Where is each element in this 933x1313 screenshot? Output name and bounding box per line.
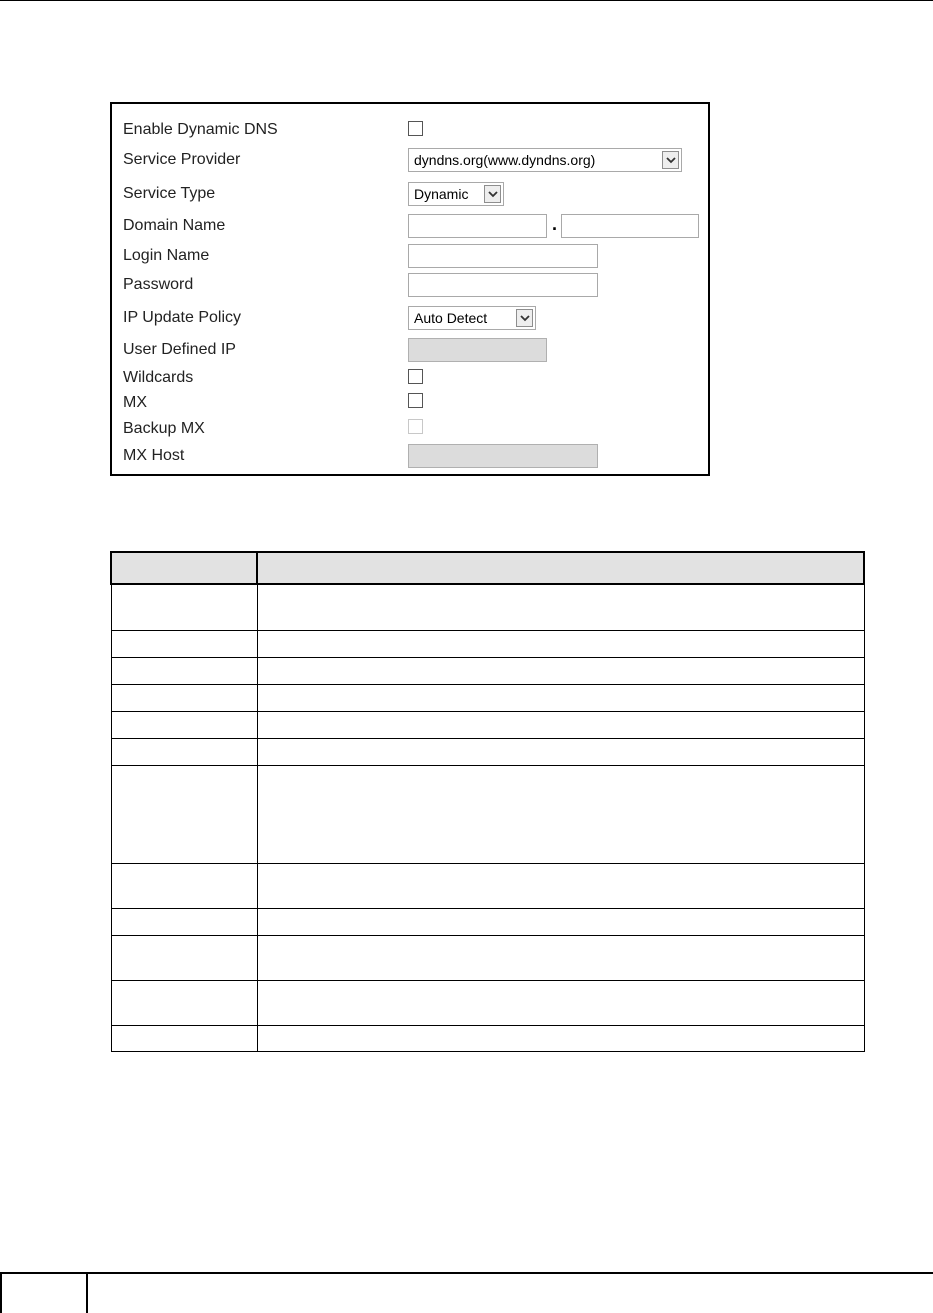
- domain-name-domain-input[interactable]: [561, 214, 699, 238]
- table-row: [111, 657, 864, 684]
- table-row: [111, 980, 864, 1025]
- table-row: [111, 765, 864, 863]
- mx-host-label: MX Host: [123, 447, 185, 464]
- table-cell: [111, 908, 257, 935]
- mx-checkbox[interactable]: [408, 393, 423, 408]
- domain-name-separator: .: [552, 214, 558, 234]
- table-cell: [257, 584, 864, 630]
- chevron-down-icon[interactable]: [516, 309, 533, 327]
- wildcards-checkbox[interactable]: [408, 369, 423, 384]
- table-row: [111, 863, 864, 908]
- table-cell: [111, 765, 257, 863]
- ip-update-policy-value: Auto Detect: [414, 310, 488, 326]
- mx-host-input[interactable]: [408, 444, 598, 468]
- table-header-cell: [111, 552, 257, 584]
- backup-mx-label: Backup MX: [123, 420, 205, 437]
- ip-update-policy-select[interactable]: [408, 306, 536, 330]
- table-cell: [257, 657, 864, 684]
- top-rule: [0, 0, 933, 1]
- service-provider-value: dyndns.org(www.dyndns.org): [414, 152, 596, 168]
- table-cell: [111, 1025, 257, 1051]
- password-label: Password: [123, 276, 194, 293]
- table-row: [111, 630, 864, 657]
- table-row: [111, 584, 864, 630]
- service-type-label: Service Type: [123, 185, 216, 202]
- table-cell: [257, 630, 864, 657]
- table-cell: [111, 935, 257, 980]
- wildcards-label: Wildcards: [123, 369, 194, 386]
- table-cell: [111, 657, 257, 684]
- field-description-table: [110, 551, 865, 1052]
- service-type-value: Dynamic: [414, 186, 469, 202]
- service-provider-select[interactable]: [408, 148, 682, 172]
- chevron-down-icon[interactable]: [662, 151, 679, 169]
- table-cell: [111, 711, 257, 738]
- user-defined-ip-input[interactable]: [408, 338, 547, 362]
- mx-label: MX: [123, 394, 147, 411]
- domain-name-host-input[interactable]: [408, 214, 547, 238]
- password-input[interactable]: [408, 273, 598, 297]
- enable-dynamic-dns-label: Enable Dynamic DNS: [123, 121, 278, 138]
- table-cell: [111, 980, 257, 1025]
- login-name-label: Login Name: [123, 247, 210, 264]
- dynamic-dns-panel: [110, 102, 710, 476]
- table-row: [111, 908, 864, 935]
- table-cell: [111, 584, 257, 630]
- chevron-down-icon[interactable]: [484, 185, 501, 203]
- table-row: [111, 711, 864, 738]
- table-cell: [257, 1025, 864, 1051]
- table-cell: [257, 935, 864, 980]
- domain-name-label: Domain Name: [123, 217, 226, 234]
- backup-mx-checkbox[interactable]: [408, 419, 423, 434]
- login-name-input[interactable]: [408, 244, 598, 268]
- table-cell: [111, 630, 257, 657]
- table-row: [111, 935, 864, 980]
- table-cell: [257, 863, 864, 908]
- table-cell: [257, 980, 864, 1025]
- table-cell: [111, 684, 257, 711]
- page-number-box: [0, 1272, 88, 1313]
- table-row: [111, 1025, 864, 1051]
- service-provider-label: Service Provider: [123, 151, 241, 168]
- table-row: [111, 738, 864, 765]
- table-row: [111, 684, 864, 711]
- enable-dynamic-dns-checkbox[interactable]: [408, 121, 423, 136]
- table-cell: [257, 908, 864, 935]
- table-header-row: [111, 552, 864, 584]
- ip-update-policy-label: IP Update Policy: [123, 309, 241, 326]
- service-type-select[interactable]: [408, 182, 504, 206]
- table-cell: [257, 765, 864, 863]
- table-header-cell: [257, 552, 864, 584]
- footer-rule: [88, 1272, 933, 1274]
- table-cell: [257, 738, 864, 765]
- table-cell: [257, 711, 864, 738]
- table-cell: [111, 738, 257, 765]
- table-cell: [257, 684, 864, 711]
- table-cell: [111, 863, 257, 908]
- user-defined-ip-label: User Defined IP: [123, 341, 236, 358]
